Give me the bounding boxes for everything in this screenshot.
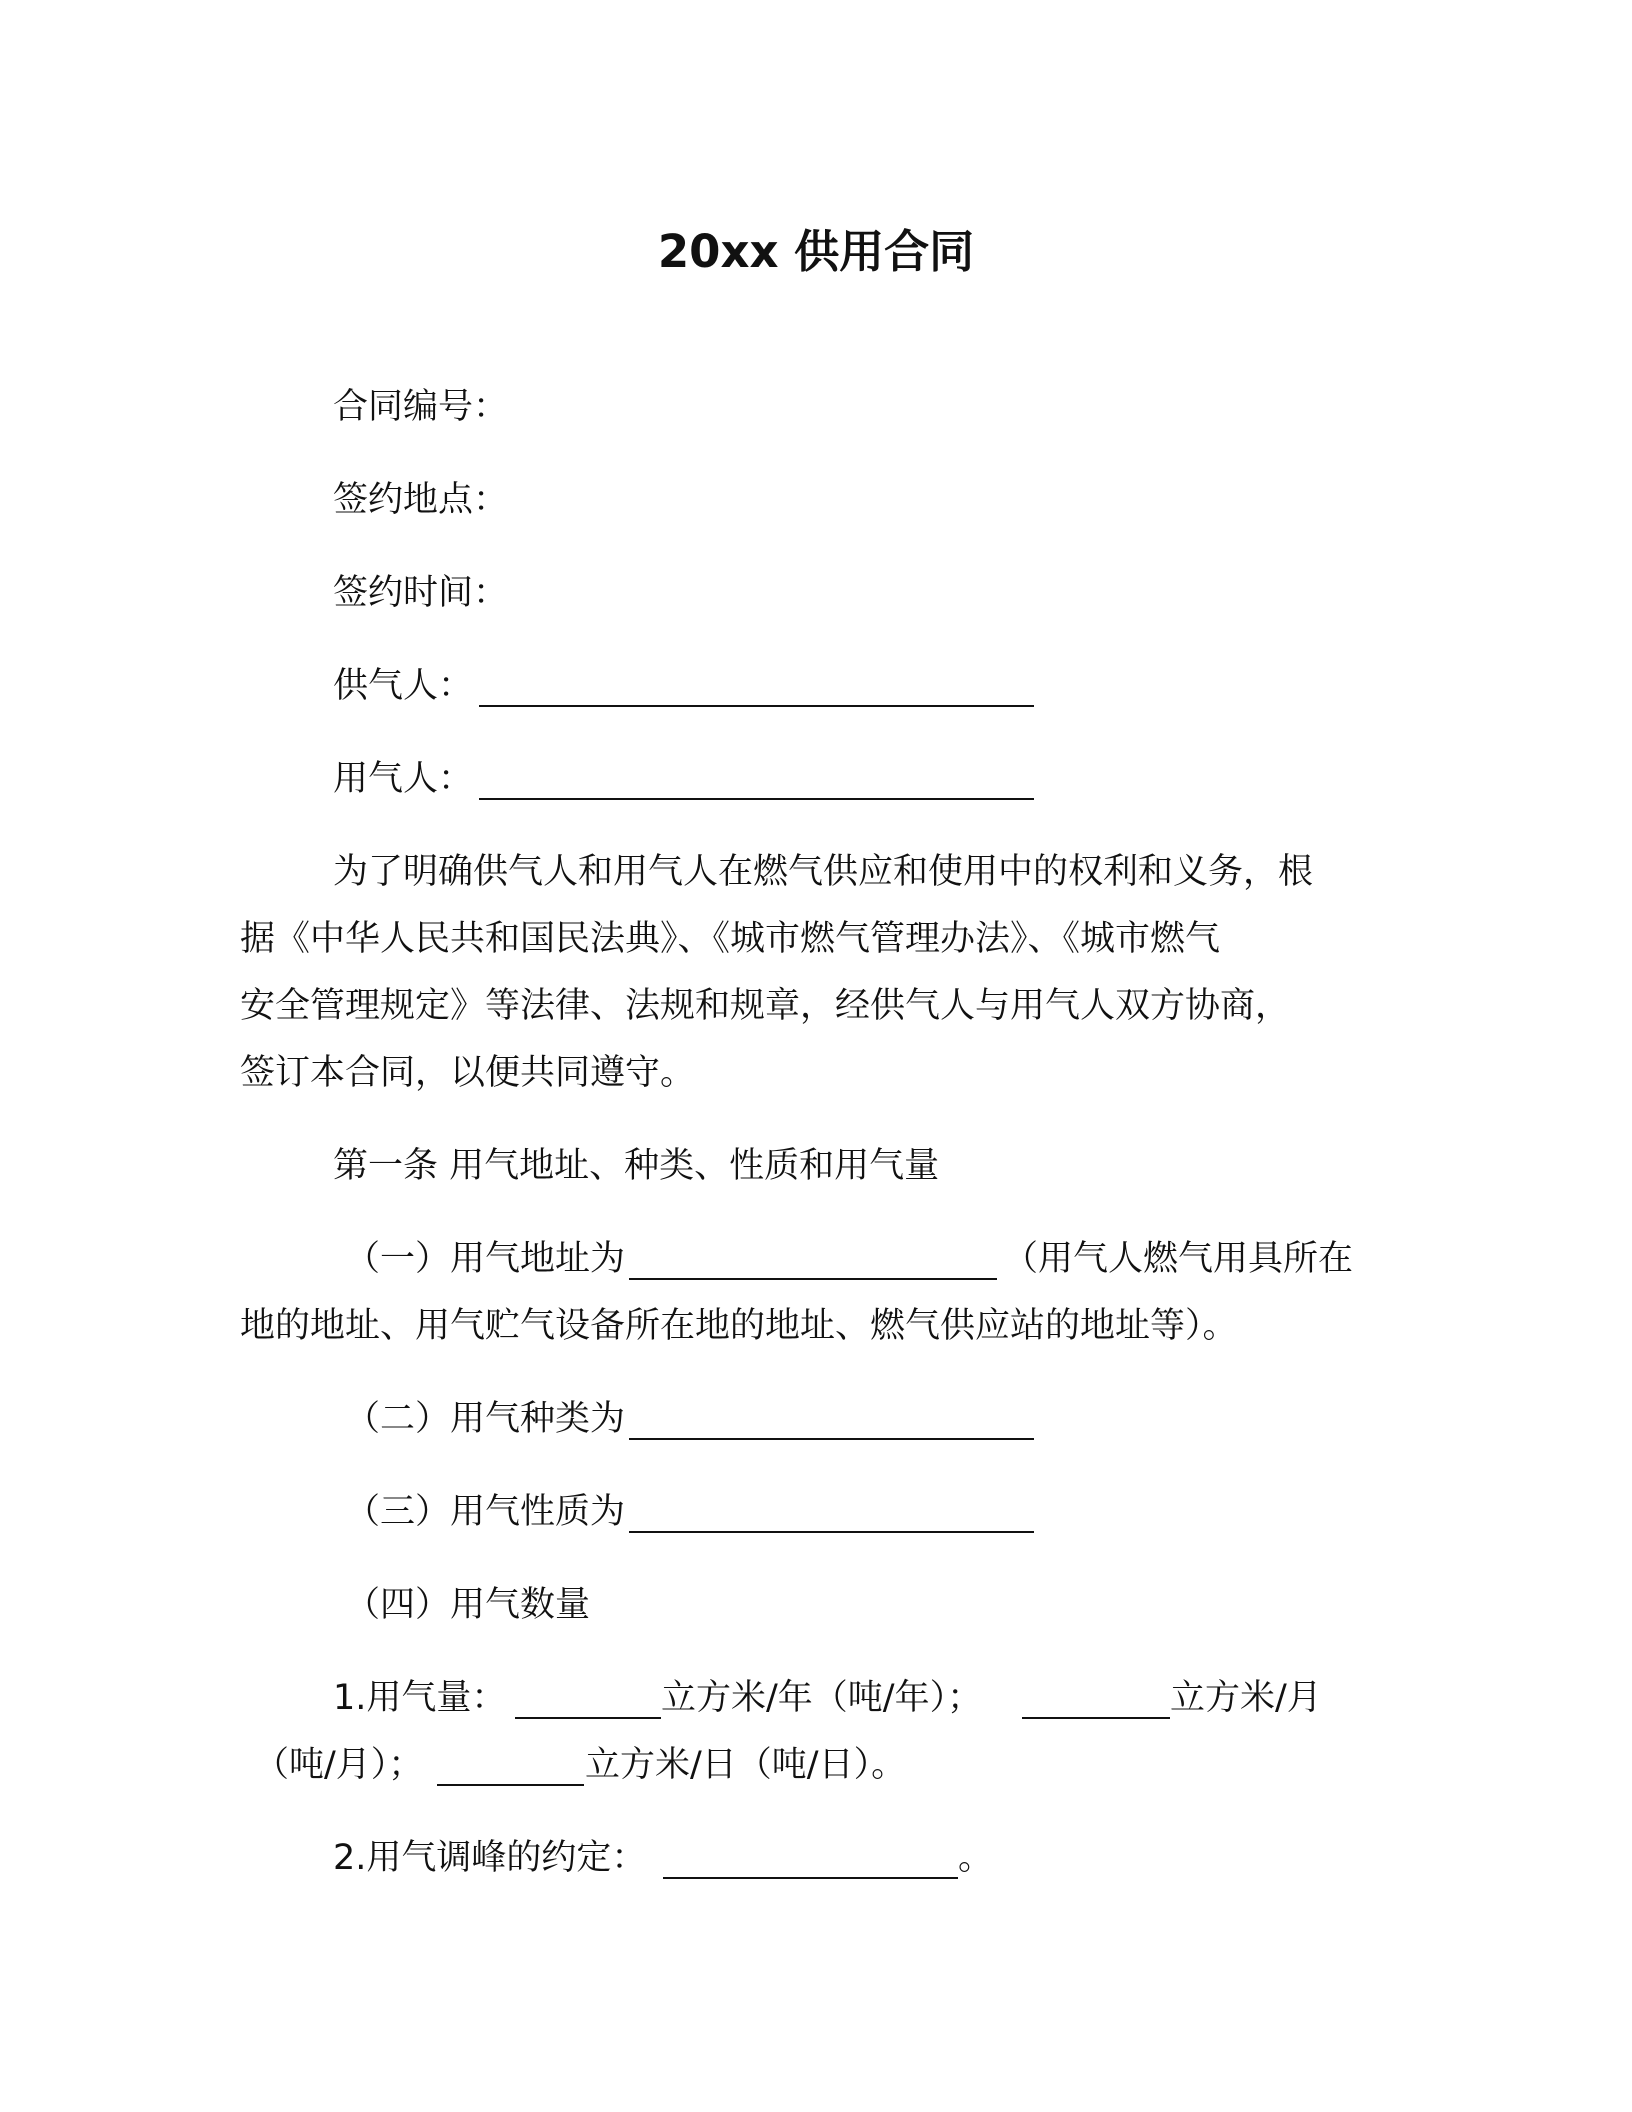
sign-place-label: 签约地点： (333, 480, 509, 520)
item-1-blank (629, 1242, 997, 1280)
quantity-day-unit: 立方米/日（吨/日）。 (585, 1745, 907, 1785)
item-2-blank (629, 1402, 1034, 1440)
peak-shaving-label: 2.用气调峰的约定： (333, 1838, 647, 1878)
quantity-prefix: 1.用气量： (333, 1678, 507, 1718)
quantity-month-unit-cont: （吨/月）； (254, 1745, 424, 1785)
user-blank (479, 762, 1034, 800)
user-label: 用气人： (333, 759, 474, 799)
supplier-label: 供气人： (333, 666, 474, 706)
quantity-month-blank (1022, 1681, 1170, 1719)
article-1-heading: 第一条 用气地址、种类、性质和用气量 (333, 1146, 940, 1186)
quantity-month-unit: 立方米/月 (1170, 1678, 1322, 1718)
item-1-line-2: 地的地址、用气贮气设备所在地的地址、燃气供应站的地址等）。 (240, 1306, 1238, 1346)
item-1-prefix: （一）用气地址为 (345, 1239, 626, 1279)
user-line (333, 755, 473, 803)
item-2-label: （二）用气种类为 (345, 1399, 626, 1439)
item-3-blank (629, 1495, 1034, 1533)
contract-number-label: 合同编号： (333, 387, 509, 427)
preamble-line-2: 据《中华人民共和国民法典》、《城市燃气管理办法》、《城市燃气 (240, 919, 1221, 959)
preamble-line-3: 安全管理规定》等法律、法规和规章，经供气人与用气人双方协商， (240, 986, 1291, 1026)
quantity-year-unit: 立方米/年（吨/年）； (661, 1678, 983, 1718)
supplier-line (333, 662, 473, 710)
peak-shaving-blank (663, 1841, 958, 1879)
quantity-day-blank (437, 1748, 584, 1786)
supplier-blank (479, 669, 1034, 707)
item-1-suffix: （用气人燃气用具所在 (1003, 1239, 1354, 1279)
quantity-year-blank (515, 1681, 661, 1719)
item-4-label: （四）用气数量 (345, 1585, 591, 1625)
document-title: 20xx 供用合同 (657, 225, 975, 278)
preamble-line-4: 签订本合同，以便共同遵守。 (240, 1053, 696, 1093)
sign-time-label: 签约时间： (333, 573, 509, 613)
preamble-line-1: 为了明确供气人和用气人在燃气供应和使用中的权利和义务，根 (333, 852, 1314, 892)
item-3-label: （三）用气性质为 (345, 1492, 626, 1532)
peak-shaving-suffix: 。 (958, 1838, 994, 1878)
